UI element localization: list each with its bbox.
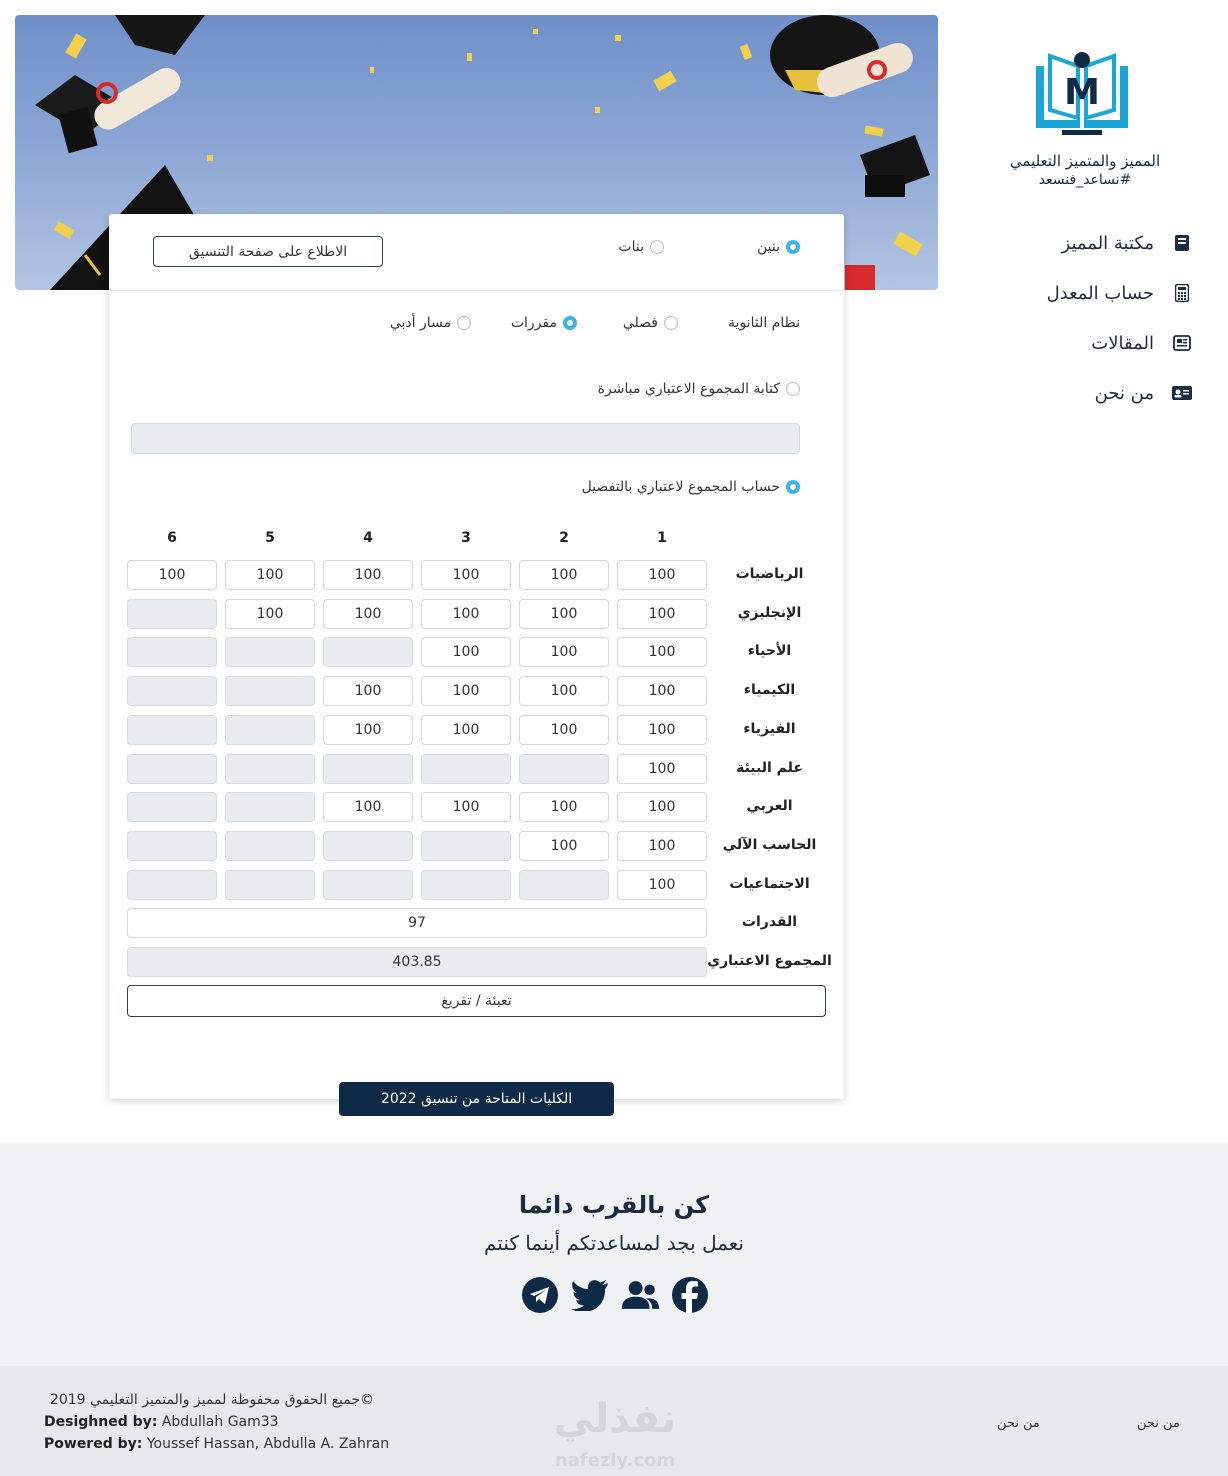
designed-by: [44, 1414, 279, 1430]
grade-input[interactable]: 100: [519, 831, 609, 861]
grade-input[interactable]: [225, 715, 315, 745]
grade-input[interactable]: [127, 637, 217, 667]
grade-input[interactable]: 100: [225, 560, 315, 590]
subject-label: الحاسب الآلي: [722, 836, 817, 853]
grade-input[interactable]: [225, 754, 315, 784]
copyright-text: ©جميع الحقوق محفوظة لمميز والمتميز التعليمي 2019: [49, 1392, 374, 1408]
column-header: 4: [363, 530, 373, 546]
radio-dot[interactable]: [650, 240, 664, 254]
radio-label: فصلي: [622, 315, 658, 331]
grade-input[interactable]: 100: [323, 676, 413, 706]
total-output: 403.85: [127, 947, 707, 977]
grade-input[interactable]: 100: [617, 870, 707, 900]
grade-input[interactable]: 100: [225, 599, 315, 629]
total-label: المجموع الاعتباري: [707, 953, 832, 969]
grade-input[interactable]: [127, 676, 217, 706]
powered-by: [44, 1436, 389, 1452]
radio-literary-track[interactable]: [390, 315, 471, 331]
grade-input[interactable]: 100: [421, 599, 511, 629]
grade-input[interactable]: [225, 870, 315, 900]
powered-by-value: Youssef Hassan, Abdulla A. Zahran: [146, 1436, 390, 1452]
calculator-icon: [1172, 283, 1192, 303]
radio-label: مقررات: [510, 315, 557, 331]
grade-input[interactable]: 100: [323, 560, 413, 590]
grade-input[interactable]: [127, 870, 217, 900]
column-header: 6: [167, 530, 177, 546]
grade-input[interactable]: 100: [519, 599, 609, 629]
telegram-icon[interactable]: [520, 1275, 560, 1315]
subject-label: الرياضيات: [735, 566, 804, 582]
radio-dot[interactable]: [786, 480, 800, 494]
grade-input[interactable]: 100: [617, 754, 707, 784]
subject-label: الإنجليزي: [737, 604, 802, 621]
radio-semester[interactable]: [623, 315, 678, 331]
logo-icon[interactable]: [1032, 46, 1132, 136]
grade-input[interactable]: [323, 831, 413, 861]
users-icon[interactable]: [620, 1275, 660, 1315]
subject-label: علم البيئة: [736, 759, 803, 776]
facebook-icon[interactable]: [670, 1275, 710, 1315]
id-card-icon: [1172, 383, 1192, 403]
grade-input[interactable]: 100: [617, 637, 707, 667]
book-icon: [1172, 233, 1192, 253]
grade-input[interactable]: 100: [421, 560, 511, 590]
subject-label: العربي: [746, 798, 793, 815]
nav-label: حساب المعدل: [1046, 282, 1154, 304]
contact-section: [0, 1143, 1228, 1366]
grade-input[interactable]: 100: [421, 676, 511, 706]
radio-detailed-entry[interactable]: [582, 479, 800, 495]
grade-input[interactable]: 100: [519, 637, 609, 667]
radio-girls[interactable]: [618, 239, 664, 255]
grade-input[interactable]: 100: [323, 715, 413, 745]
grade-input[interactable]: 100: [421, 792, 511, 822]
footer: [0, 1366, 1228, 1476]
divider: [109, 290, 844, 291]
grade-input[interactable]: 100: [519, 676, 609, 706]
contact-title: كن بالقرب دائما: [518, 1191, 710, 1219]
column-header: 1: [657, 530, 667, 546]
coordination-page-button[interactable]: الاطلاع على صفحة التنسيق: [153, 236, 383, 267]
grade-input[interactable]: 100: [617, 676, 707, 706]
nav-label: مكتبة المميز: [1061, 232, 1154, 254]
footer-link-about[interactable]: من نحن: [1137, 1416, 1180, 1431]
column-header: 5: [265, 530, 275, 546]
radio-courses[interactable]: [511, 315, 577, 331]
nav-item-articles[interactable]: [1091, 328, 1192, 358]
grade-input[interactable]: 100: [421, 637, 511, 667]
footer-link-about[interactable]: من نحن: [997, 1416, 1040, 1431]
grade-input[interactable]: [225, 676, 315, 706]
grade-input[interactable]: [519, 754, 609, 784]
newspaper-icon: [1172, 333, 1192, 353]
radio-direct-entry[interactable]: [598, 381, 800, 397]
gpa-calculator-card: [109, 214, 844, 1107]
abilities-label: القدرات: [741, 914, 798, 930]
radio-dot[interactable]: [563, 316, 577, 330]
radio-label: حساب المجموع لاعتباري بالتفصيل: [581, 479, 780, 495]
grade-input[interactable]: [421, 831, 511, 861]
brand-hashtag: #نساعد_فنسعد: [1038, 172, 1132, 188]
designed-by-label: Desighned by:: [44, 1414, 158, 1430]
watermark-logo: نفذلي: [553, 1396, 677, 1442]
designed-by-value: Abdullah Gam33: [161, 1414, 279, 1430]
grade-input[interactable]: 100: [617, 792, 707, 822]
radio-label: كتابة المجموع الاعتباري مباشرة: [597, 381, 780, 397]
radio-label: مسار أدبي: [389, 315, 451, 331]
grade-input[interactable]: 100: [519, 792, 609, 822]
grade-input[interactable]: 100: [519, 560, 609, 590]
fill-clear-button[interactable]: تعبئة / تفريغ: [127, 985, 826, 1017]
radio-dot[interactable]: [457, 316, 471, 330]
subject-label: الكيمياء: [743, 682, 796, 699]
grade-input[interactable]: 100: [617, 560, 707, 590]
nav-label: من نحن: [1094, 382, 1154, 404]
sidebar: [980, 40, 1210, 440]
grade-input[interactable]: [127, 599, 217, 629]
subject-label: الفيزياء: [743, 720, 796, 737]
radio-dot[interactable]: [786, 382, 800, 396]
grade-input[interactable]: [127, 715, 217, 745]
radio-dot[interactable]: [786, 240, 800, 254]
grade-input[interactable]: [323, 637, 413, 667]
grade-input[interactable]: [421, 870, 511, 900]
direct-total-input[interactable]: [131, 423, 800, 454]
contact-subtitle: نعمل بجد لمساعدتكم أينما كنتم: [484, 1231, 744, 1255]
available-colleges-button[interactable]: الكليات المتاحة من تنسيق 2022: [339, 1082, 614, 1116]
grade-input[interactable]: [323, 754, 413, 784]
grade-input[interactable]: [421, 754, 511, 784]
grade-input[interactable]: [519, 870, 609, 900]
column-header: 2: [559, 530, 569, 546]
grade-input[interactable]: [225, 637, 315, 667]
grade-input[interactable]: [323, 870, 413, 900]
subject-label: الأحياء: [747, 643, 792, 660]
watermark-url: nafezly.com: [554, 1450, 676, 1471]
radio-dot[interactable]: [664, 316, 678, 330]
nav-item-gpa-calculator[interactable]: [1047, 278, 1192, 308]
grade-input[interactable]: 100: [127, 560, 217, 590]
system-label: [728, 315, 800, 331]
grade-input[interactable]: 100: [421, 715, 511, 745]
nav-label: المقالات: [1091, 332, 1154, 354]
social-links: [520, 1275, 710, 1315]
grade-input[interactable]: [225, 831, 315, 861]
column-header: 3: [461, 530, 471, 546]
radio-label: بنات: [618, 239, 644, 255]
powered-by-label: Powered by:: [44, 1436, 143, 1452]
svg-text:M: M: [1064, 72, 1100, 113]
brand-name: المميز والمتميز التعليمي: [1009, 152, 1161, 170]
grade-input[interactable]: 100: [323, 792, 413, 822]
grade-input[interactable]: 100: [617, 831, 707, 861]
grade-input[interactable]: [225, 792, 315, 822]
radio-boys[interactable]: [757, 239, 800, 255]
radio-label: بنين: [756, 239, 780, 255]
grade-input[interactable]: 100: [617, 715, 707, 745]
nav-item-about[interactable]: [1095, 378, 1192, 408]
grade-input[interactable]: 100: [519, 715, 609, 745]
twitter-icon[interactable]: [570, 1275, 610, 1315]
grade-input[interactable]: [127, 754, 217, 784]
grade-input[interactable]: 100: [617, 599, 707, 629]
subject-label: الاجتماعيات: [729, 875, 810, 892]
system-label-text: نظام الثانوية: [728, 315, 800, 331]
abilities-input[interactable]: 97: [127, 908, 707, 938]
grade-input[interactable]: [127, 831, 217, 861]
nav-item-library[interactable]: [1062, 228, 1192, 258]
grade-input[interactable]: [127, 792, 217, 822]
grade-input[interactable]: 100: [323, 599, 413, 629]
